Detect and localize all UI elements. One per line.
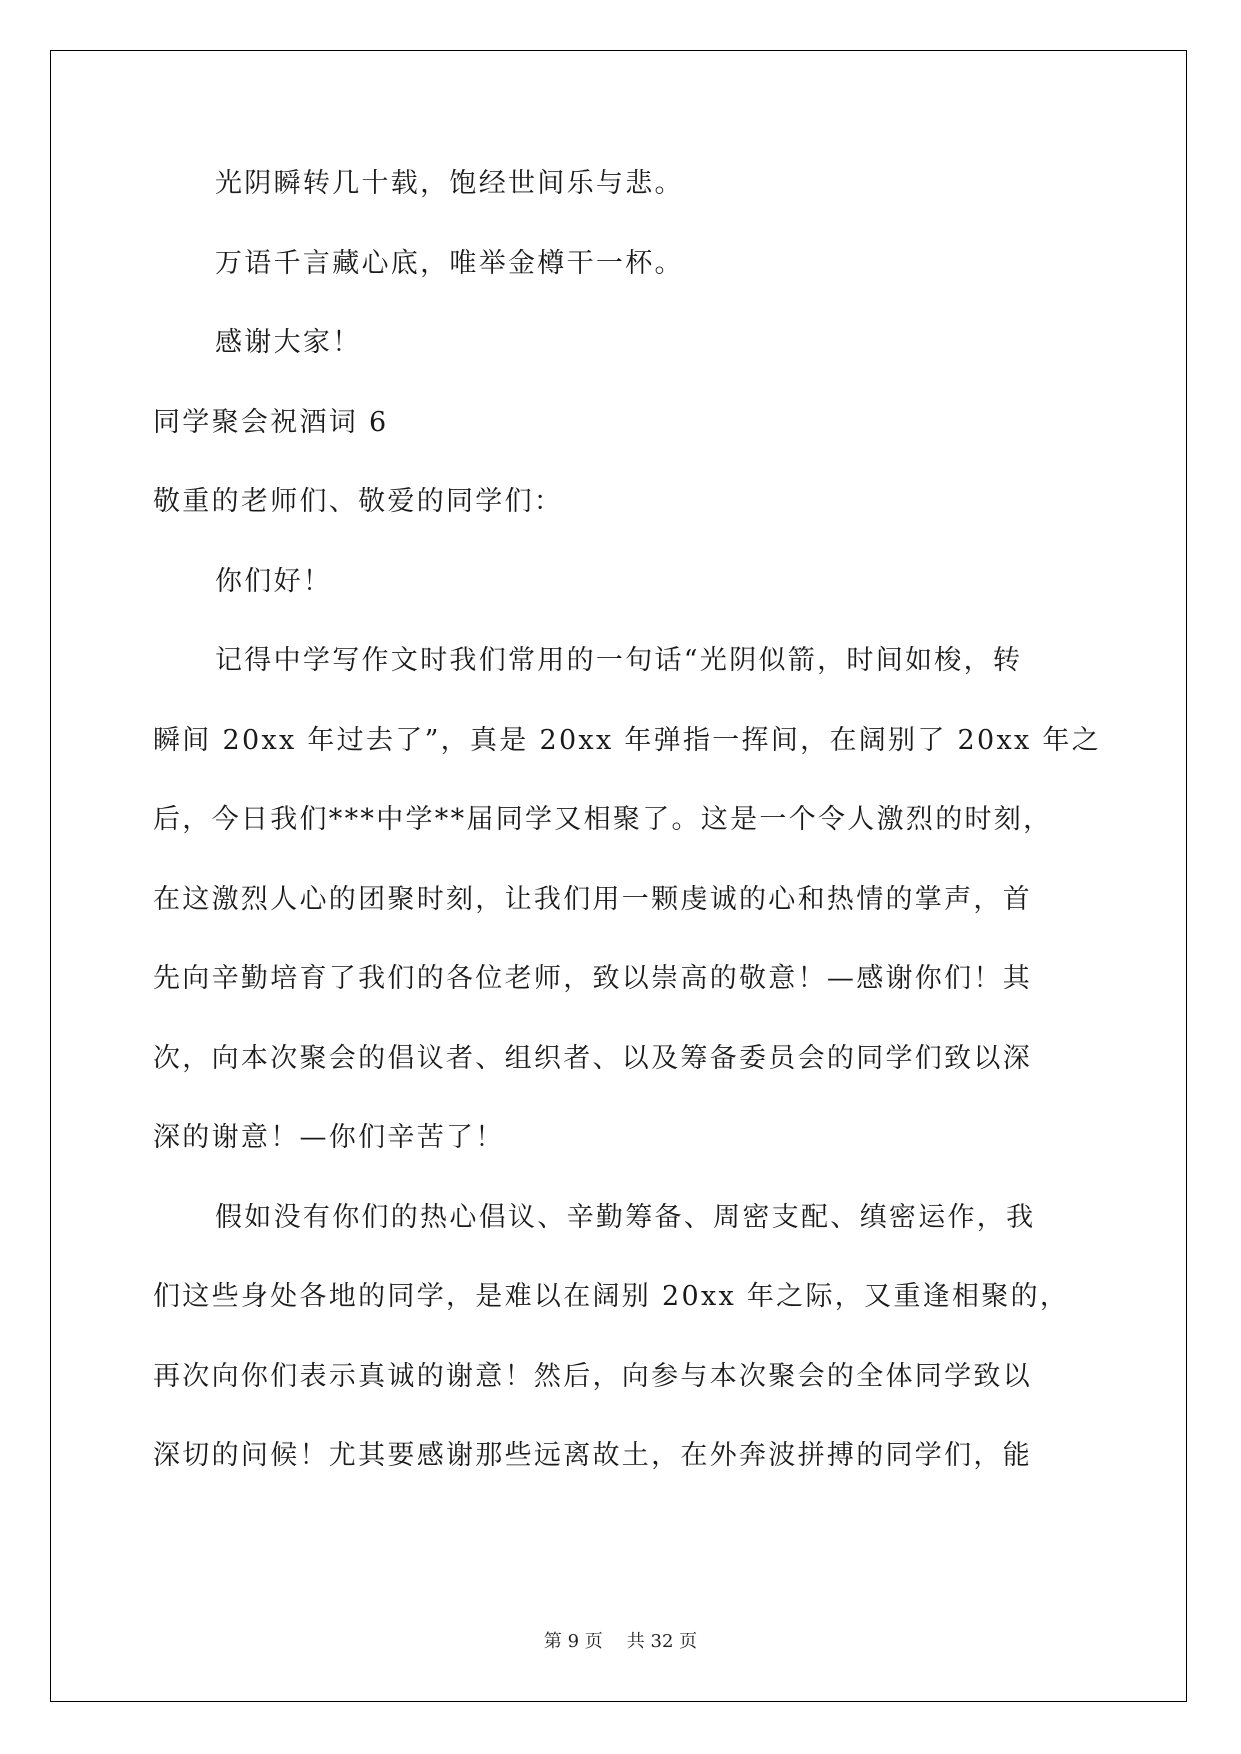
section-heading: 同学聚会祝酒词 6 xyxy=(153,406,389,438)
text-line: 在这激烈人心的团聚时刻，让我们用一颗虔诚的心和热情的掌声，首 xyxy=(153,883,1032,915)
page-footer xyxy=(0,1627,1241,1653)
text-line: 深切的问候！尤其要感谢那些远离故土，在外奔波拼搏的同学们，能 xyxy=(153,1440,1032,1471)
greeting: 你们好！ xyxy=(215,565,333,597)
text-line: 记得中学写作文时我们常用的一句话“光阴似箭，时间如梭，转 xyxy=(215,645,1023,676)
text-line: 假如没有你们的热心倡议、辛勤筹备、周密支配、缜密运作，我 xyxy=(215,1201,1036,1233)
text-line: 再次向你们表示真诚的谢意！然后，向参与本次聚会的全体同学致以 xyxy=(153,1360,1032,1392)
text-line: 深的谢意！—你们辛苦了！ xyxy=(153,1122,505,1153)
text-line: 瞬间 20xx 年过去了”，真是 20xx 年弹指一挥间，在阔别了 20xx 年之 xyxy=(153,724,1102,756)
text-line: 们这些身处各地的同学，是难以在阔别 20xx 年之际，又重逢相聚的， xyxy=(153,1281,1070,1312)
text-line: 后，今日我们***中学**届同学又相聚了。这是一个令人激烈的时刻， xyxy=(153,804,1053,835)
page-total: 共 32 页 xyxy=(626,1631,698,1652)
text-line: 次，向本次聚会的倡议者、组织者、以及筹备委员会的同学们致以深 xyxy=(153,1042,1032,1074)
salutation: 敬重的老师们、敬爱的同学们： xyxy=(153,486,564,517)
text-line: 先向辛勤培育了我们的各位老师，致以崇高的敬意！—感谢你们！其 xyxy=(153,963,1032,994)
document-body xyxy=(153,160,1102,1512)
text-line: 万语千言藏心底，唯举金樽干一杯。 xyxy=(215,247,684,279)
page-number: 第 9 页 xyxy=(543,1631,603,1652)
text-line: 感谢大家！ xyxy=(215,327,362,358)
text-line: 光阴瞬转几十载，饱经世间乐与悲。 xyxy=(215,168,684,199)
